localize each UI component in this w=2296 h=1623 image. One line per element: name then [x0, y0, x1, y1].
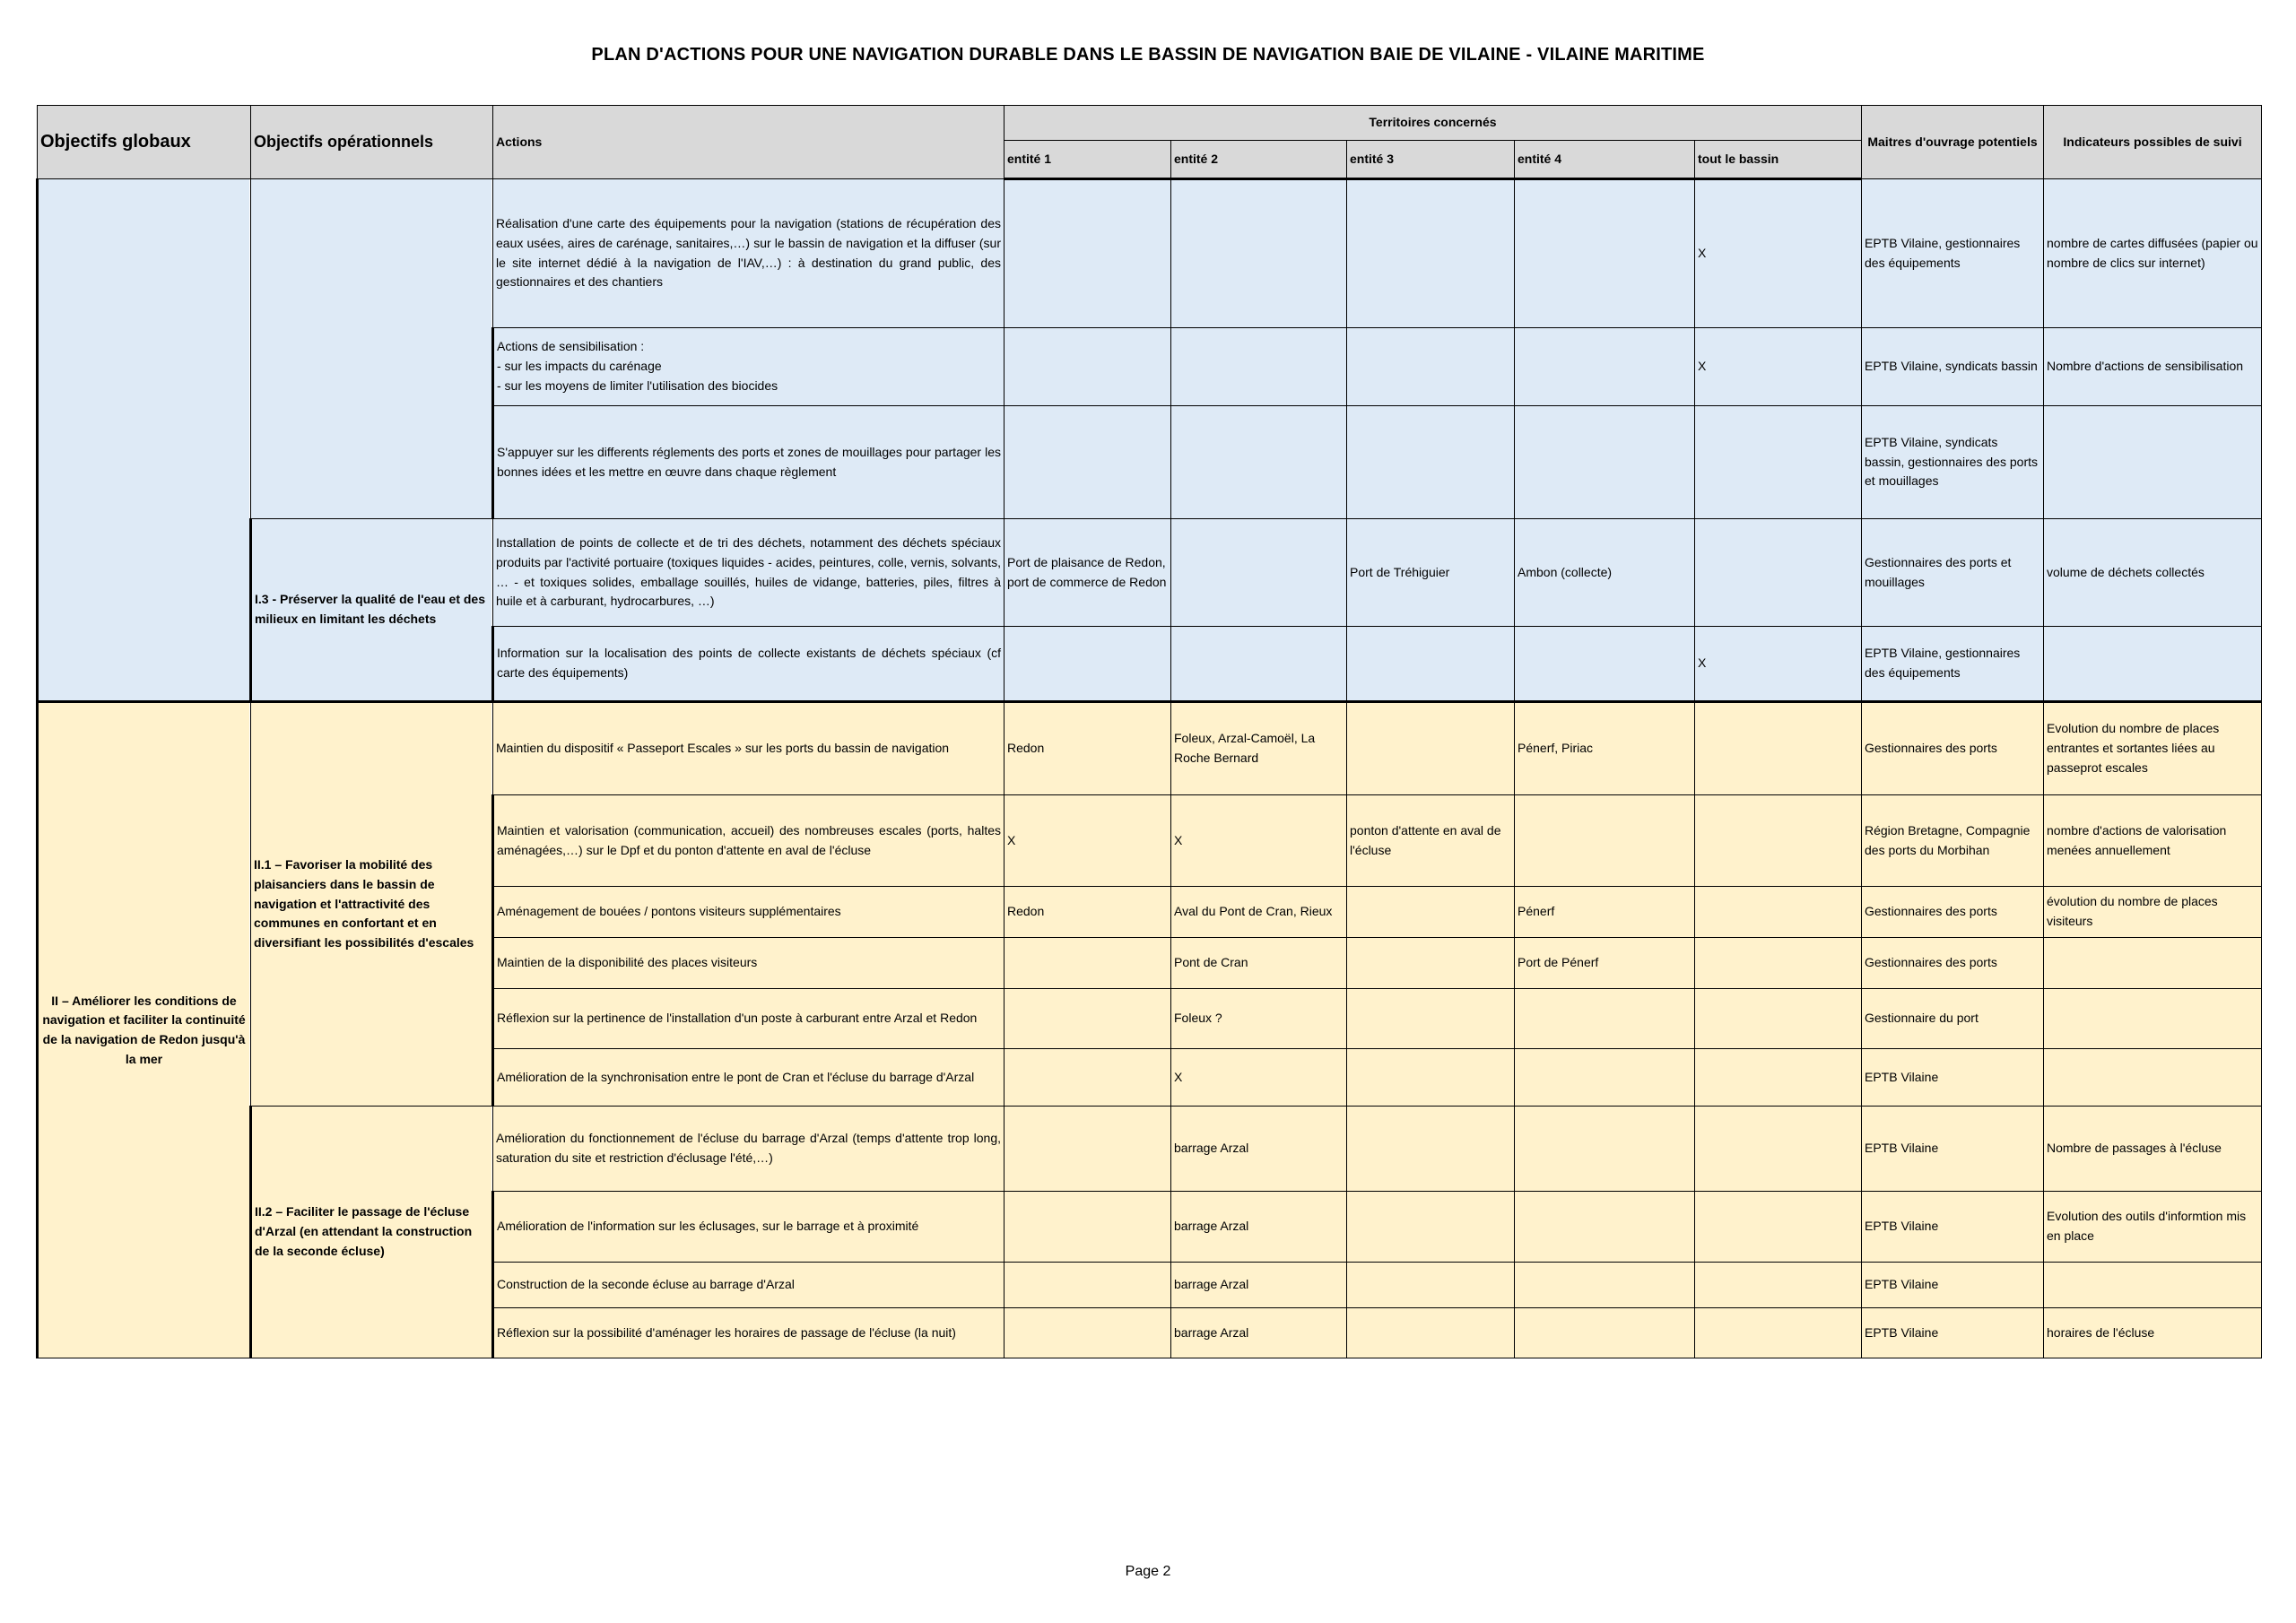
entite-3-cell: [1347, 702, 1515, 795]
entite-3-cell: [1347, 989, 1515, 1049]
maitres-cell: Gestionnaires des ports: [1862, 887, 2044, 938]
maitres-cell: Gestionnaire du port: [1862, 989, 2044, 1049]
entite-1-cell: Port de plaisance de Redon, port de commerce de Redon: [1004, 519, 1171, 627]
entite-3-cell: [1347, 887, 1515, 938]
entite-3-cell: [1347, 938, 1515, 989]
entite-2-cell: [1171, 406, 1347, 519]
table-row: [38, 1107, 2262, 1192]
entite-3-cell: [1347, 1192, 1515, 1263]
objectif-operationnel-II1: II.1 – Favoriser la mobilité des plaisanciers dans le bassin de navigation et l'attractivité des communes en confortant et en diversifiant les possibilités d'escales: [251, 702, 493, 1107]
maitres-cell: EPTB Vilaine, gestionnaires des équipements: [1862, 179, 2044, 328]
indicateurs-cell: [2044, 1263, 2262, 1308]
entite-4-cell: [1515, 1049, 1695, 1107]
action-cell: Amélioration de l'information sur les éclusages, sur le barrage et à proximité: [493, 1192, 1004, 1263]
entite-3-cell: [1347, 406, 1515, 519]
action-line: Actions de sensibilisation :: [497, 339, 645, 354]
action-cell: Aménagement de bouées / pontons visiteurs supplémentaires: [493, 887, 1004, 938]
maitres-cell: Gestionnaires des ports: [1862, 938, 2044, 989]
indicateurs-cell: [2044, 989, 2262, 1049]
entite-3-cell: Port de Tréhiguier: [1347, 519, 1515, 627]
action-cell: [493, 328, 1004, 406]
entite-1-cell: [1004, 627, 1171, 702]
indicateurs-cell: horaires de l'écluse: [2044, 1308, 2262, 1358]
maitres-cell: EPTB Vilaine: [1862, 1049, 2044, 1107]
entite-4-cell: [1515, 179, 1695, 328]
action-cell: Amélioration de la synchronisation entre le pont de Cran et l'écluse du barrage d'Arzal: [493, 1049, 1004, 1107]
header-territoires: Territoires concernés: [1004, 106, 1862, 141]
entite-1-cell: [1004, 989, 1171, 1049]
entite-1-cell: [1004, 328, 1171, 406]
table-row: [38, 179, 2262, 328]
action-cell: S'appuyer sur les differents réglements des ports et zones de mouillages pour partager les bonnes idées et les mettre en œuvre dans chaque règlement: [493, 406, 1004, 519]
header-entite-4: entité 4: [1515, 141, 1695, 179]
action-cell: Information sur la localisation des points de collecte existants de déchets spéciaux (cf carte des équipements): [493, 627, 1004, 702]
entite-3-cell: [1347, 1049, 1515, 1107]
action-cell: Réflexion sur la pertinence de l'installation d'un poste à carburant entre Arzal et Redon: [493, 989, 1004, 1049]
action-line: - sur les moyens de limiter l'utilisation des biocides: [497, 378, 778, 393]
tout-bassin-cell: [1695, 938, 1862, 989]
action-cell: Maintien du dispositif « Passeport Escales » sur les ports du bassin de navigation: [493, 702, 1004, 795]
entite-3-cell: [1347, 179, 1515, 328]
entite-1-cell: [1004, 1308, 1171, 1358]
action-cell: Amélioration du fonctionnement de l'écluse du barrage d'Arzal (temps d'attente trop long, saturation du site et restriction d'éclusage l'été,…): [493, 1107, 1004, 1192]
entite-2-cell: X: [1171, 795, 1347, 887]
entite-2-cell: barrage Arzal: [1171, 1107, 1347, 1192]
entite-1-cell: Redon: [1004, 887, 1171, 938]
header-tout-le-bassin: tout le bassin: [1695, 141, 1862, 179]
maitres-cell: EPTB Vilaine: [1862, 1308, 2044, 1358]
indicateurs-cell: Evolution des outils d'informtion mis en place: [2044, 1192, 2262, 1263]
entite-4-cell: Port de Pénerf: [1515, 938, 1695, 989]
maitres-cell: EPTB Vilaine: [1862, 1192, 2044, 1263]
entite-4-cell: Pénerf: [1515, 887, 1695, 938]
action-cell: Réflexion sur la possibilité d'aménager les horaires de passage de l'écluse (la nuit): [493, 1308, 1004, 1358]
indicateurs-cell: [2044, 1049, 2262, 1107]
entite-2-cell: barrage Arzal: [1171, 1263, 1347, 1308]
entite-1-cell: [1004, 1192, 1171, 1263]
entite-4-cell: [1515, 1192, 1695, 1263]
header-objectifs-operationnels: Objectifs opérationnels: [251, 106, 493, 179]
objectif-operationnel-II2: II.2 – Faciliter le passage de l'écluse d'Arzal (en attendant la construction de la seconde écluse): [251, 1107, 493, 1358]
table-row: [38, 702, 2262, 795]
entite-3-cell: [1347, 1263, 1515, 1308]
indicateurs-cell: [2044, 938, 2262, 989]
entite-4-cell: [1515, 989, 1695, 1049]
tout-bassin-cell: [1695, 519, 1862, 627]
objectif-global-II: II – Améliorer les conditions de navigation et faciliter la continuité de la navigation de Redon jusqu'à la mer: [38, 702, 251, 1358]
tout-bassin-cell: X: [1695, 328, 1862, 406]
entite-1-cell: X: [1004, 795, 1171, 887]
objectif-operationnel-I3: I.3 - Préserver la qualité de l'eau et des milieux en limitant les déchets: [251, 519, 493, 702]
entite-4-cell: Pénerf, Piriac: [1515, 702, 1695, 795]
maitres-cell: EPTB Vilaine, syndicats bassin: [1862, 328, 2044, 406]
entite-4-cell: [1515, 1308, 1695, 1358]
action-cell: Maintien et valorisation (communication, accueil) des nombreuses escales (ports, haltes aménagées,…) sur le Dpf et du ponton d'attente en aval de l'écluse: [493, 795, 1004, 887]
page-title: PLAN D'ACTIONS POUR UNE NAVIGATION DURABLE DANS LE BASSIN DE NAVIGATION BAIE DE VILAINE - VILAINE MARITIME: [591, 45, 1705, 65]
tout-bassin-cell: X: [1695, 179, 1862, 328]
entite-4-cell: [1515, 1263, 1695, 1308]
header-objectifs-globaux: Objectifs globaux: [38, 106, 251, 179]
action-plan-table: [36, 105, 2262, 1358]
entite-1-cell: [1004, 938, 1171, 989]
maitres-cell: Région Bretagne, Compagnie des ports du Morbihan: [1862, 795, 2044, 887]
header-actions: Actions: [493, 106, 1004, 179]
table-row: [38, 519, 2262, 627]
entite-1-cell: [1004, 1263, 1171, 1308]
indicateurs-cell: nombre d'actions de valorisation menées annuellement: [2044, 795, 2262, 887]
maitres-cell: EPTB Vilaine, gestionnaires des équipements: [1862, 627, 2044, 702]
entite-3-cell: ponton d'attente en aval de l'écluse: [1347, 795, 1515, 887]
entite-2-cell: [1171, 627, 1347, 702]
page-number: Page 2: [1125, 1564, 1171, 1579]
entite-2-cell: Pont de Cran: [1171, 938, 1347, 989]
entite-4-cell: [1515, 1107, 1695, 1192]
entite-2-cell: Foleux ?: [1171, 989, 1347, 1049]
goal-global-cell-empty: [38, 179, 251, 702]
goal-op-cell-empty: [251, 179, 493, 519]
entite-2-cell: X: [1171, 1049, 1347, 1107]
maitres-cell: EPTB Vilaine: [1862, 1263, 2044, 1308]
indicateurs-cell: évolution du nombre de places visiteurs: [2044, 887, 2262, 938]
tout-bassin-cell: [1695, 887, 1862, 938]
entite-3-cell: [1347, 1308, 1515, 1358]
header-entite-2: entité 2: [1171, 141, 1347, 179]
header-entite-1: entité 1: [1004, 141, 1171, 179]
tout-bassin-cell: [1695, 702, 1862, 795]
entite-2-cell: [1171, 519, 1347, 627]
action-line: - sur les impacts du carénage: [497, 359, 662, 374]
entite-1-cell: [1004, 179, 1171, 328]
tout-bassin-cell: [1695, 795, 1862, 887]
indicateurs-cell: Nombre d'actions de sensibilisation: [2044, 328, 2262, 406]
entite-1-cell: [1004, 1049, 1171, 1107]
entite-2-cell: [1171, 328, 1347, 406]
tout-bassin-cell: X: [1695, 627, 1862, 702]
tout-bassin-cell: [1695, 1107, 1862, 1192]
tout-bassin-cell: [1695, 1308, 1862, 1358]
entite-4-cell: [1515, 406, 1695, 519]
tout-bassin-cell: [1695, 1192, 1862, 1263]
entite-1-cell: [1004, 1107, 1171, 1192]
indicateurs-cell: [2044, 406, 2262, 519]
indicateurs-cell: Nombre de passages à l'écluse: [2044, 1107, 2262, 1192]
entite-4-cell: [1515, 328, 1695, 406]
maitres-cell: EPTB Vilaine, syndicats bassin, gestionnaires des ports et mouillages: [1862, 406, 2044, 519]
action-cell: Maintien de la disponibilité des places visiteurs: [493, 938, 1004, 989]
indicateurs-cell: Evolution du nombre de places entrantes et sortantes liées au passeprot escales: [2044, 702, 2262, 795]
maitres-cell: Gestionnaires des ports et mouillages: [1862, 519, 2044, 627]
action-cell: Installation de points de collecte et de tri des déchets, notamment des déchets spéciaux produits par l'activité portuaire (toxiques liquides - acides, peintures, colle, vernis, solvants, … - et toxiques solides, emballage souillés, huiles de vidange, batteries, piles, filtres à huile et à carburant, hydrocarbures, …): [493, 519, 1004, 627]
tout-bassin-cell: [1695, 406, 1862, 519]
entite-4-cell: [1515, 627, 1695, 702]
entite-2-cell: barrage Arzal: [1171, 1192, 1347, 1263]
entite-3-cell: [1347, 328, 1515, 406]
entite-2-cell: Foleux, Arzal-Camoël, La Roche Bernard: [1171, 702, 1347, 795]
indicateurs-cell: volume de déchets collectés: [2044, 519, 2262, 627]
entite-2-cell: Aval du Pont de Cran, Rieux: [1171, 887, 1347, 938]
tout-bassin-cell: [1695, 1049, 1862, 1107]
indicateurs-cell: [2044, 627, 2262, 702]
entite-3-cell: [1347, 1107, 1515, 1192]
entite-1-cell: Redon: [1004, 702, 1171, 795]
action-cell: Réalisation d'une carte des équipements pour la navigation (stations de récupération des eaux usées, aires de carénage, sanitaires,…) sur le bassin de navigation et la diffuser (sur le site internet dédié à la navigation de l'IAV,…) : à destination du grand public, des gestionnaires et des chantiers: [493, 179, 1004, 328]
entite-2-cell: [1171, 179, 1347, 328]
entite-1-cell: [1004, 406, 1171, 519]
entite-4-cell: Ambon (collecte): [1515, 519, 1695, 627]
indicateurs-cell: nombre de cartes diffusées (papier ou nombre de clics sur internet): [2044, 179, 2262, 328]
tout-bassin-cell: [1695, 1263, 1862, 1308]
maitres-cell: Gestionnaires des ports: [1862, 702, 2044, 795]
header-entite-3: entité 3: [1347, 141, 1515, 179]
header-indicateurs: Indicateurs possibles de suivi: [2044, 106, 2262, 179]
action-cell: Construction de la seconde écluse au barrage d'Arzal: [493, 1263, 1004, 1308]
maitres-cell: EPTB Vilaine: [1862, 1107, 2044, 1192]
header-maitres-ouvrage: Maitres d'ouvrage potentiels: [1862, 106, 2044, 179]
tout-bassin-cell: [1695, 989, 1862, 1049]
entite-4-cell: [1515, 795, 1695, 887]
entite-2-cell: barrage Arzal: [1171, 1308, 1347, 1358]
entite-3-cell: [1347, 627, 1515, 702]
